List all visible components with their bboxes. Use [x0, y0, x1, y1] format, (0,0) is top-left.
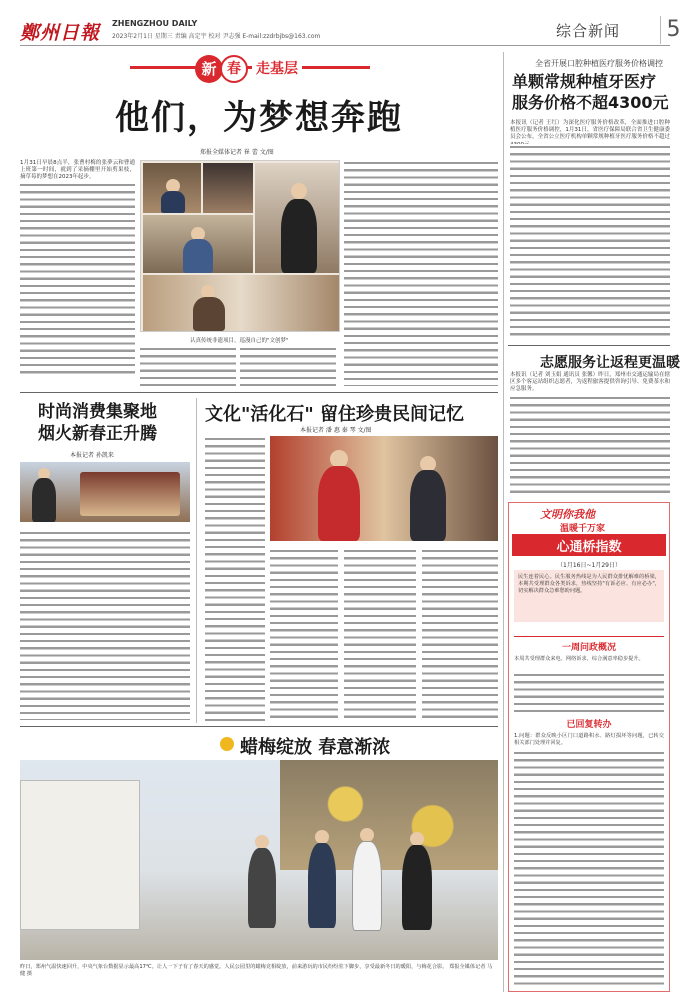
- lead-byline: 郑报全媒体记者 崔 蕾 文/图: [200, 149, 274, 156]
- banner-slogan: 走基层: [252, 58, 302, 78]
- banner: [20, 52, 498, 86]
- lead-lede: 1月31日早晨8点半，张曹村梅的张夢云和曹通上班第一时间，就到了采摘棚里开始剪果枝，摘草莓的梦想在2023年起步。: [20, 160, 135, 181]
- photo-tile-5: [143, 275, 339, 331]
- person-figure: [183, 239, 213, 273]
- section-rule: [508, 345, 670, 346]
- medical-headline-line1: 单颗常规种植牙医疗: [512, 72, 657, 91]
- person-figure: [352, 841, 382, 931]
- stone-body-col4: [422, 548, 498, 721]
- resolved-title: 已回复转办: [566, 720, 612, 730]
- brand-latin: ZHENGZHOU DAILY: [112, 19, 198, 28]
- lead-body-col1: [20, 182, 135, 377]
- person-head: [360, 828, 374, 842]
- stone-photo: [270, 436, 498, 541]
- weekly-body: [514, 672, 664, 712]
- lead-photo-collage: [140, 160, 340, 332]
- masthead: [20, 16, 681, 46]
- person-figure: [32, 478, 56, 522]
- volunteer-body: [510, 395, 670, 495]
- medical-lede: 本报讯（记者 王红）为深化医疗服务价格改革，全面推进口腔种植医疗服务价格调控，1月31日，省医疗保障局联合省卫生健康委员会公布，全省公立医疗机构单颗常规种植牙医疗服务价格不超过: [510, 120, 670, 141]
- section-rule: [20, 726, 498, 727]
- panel-title: 心通桥指数: [556, 540, 622, 555]
- person-figure: [318, 466, 360, 541]
- white-gate: [20, 780, 140, 930]
- panel-header-mid: 温暖千万家: [560, 524, 606, 534]
- medical-body: [510, 144, 670, 340]
- fashion-byline: 本报记者 孙凯来: [70, 452, 114, 459]
- banner-badge-chun: 春: [220, 55, 248, 83]
- panel-intro-text: 民生连着民心。民生服务热线是为人民群众排忧解难的桥梁，本期共受理群众各类诉求，热线坚持"有诉必应、有应必办"，切实解决群众急难愁盼问题。: [518, 574, 660, 595]
- person-figure: [410, 470, 446, 541]
- medical-kicker: 全省开展口腔种植医疗服务价格调控: [535, 59, 663, 68]
- person-figure: [281, 199, 317, 273]
- stone-body-col3: [344, 548, 416, 721]
- bottom-caption: 昨日，郑州气温快速回升，中央气象台数据显示最高17℃。让人一下子有了春天的感觉。人民公园里的蜡梅竞相绽放，前来游玩的市民纷纷驻下脚步，享受最新冬日的暖阳，与梅花合影。 郑报全媒体记者 马 健 摄: [20, 964, 493, 977]
- lead-body-col3: [240, 346, 336, 386]
- person-figure: [193, 297, 225, 331]
- person-head: [410, 832, 424, 846]
- banner-rule: [130, 66, 370, 69]
- section-rule: [20, 392, 498, 393]
- resolved-text: 1.问题：群众反映小区门口道路积水、路灯损坏等问题，已转交相关部门处理并回复。: [514, 733, 664, 747]
- newspaper-logo: 鄭州日報: [20, 22, 101, 44]
- lead-body-col4: [344, 160, 498, 386]
- resolved-body: [514, 750, 664, 988]
- fashion-headline-line1: 时尚消费集聚地: [38, 402, 157, 422]
- column-divider: [503, 52, 504, 992]
- weekly-rule: [514, 636, 664, 637]
- stone-body-col2: [270, 548, 338, 721]
- person-figure: [248, 848, 276, 928]
- person-head: [291, 183, 307, 199]
- bottom-headline: 蜡梅绽放 春意渐浓: [240, 737, 391, 758]
- stone-byline: 本报记者 潘 惠 秦 琴 文/图: [300, 427, 372, 434]
- column-divider: [196, 398, 197, 723]
- photo-tile-2: [203, 163, 253, 213]
- shop-stall: [80, 472, 180, 516]
- fashion-photo: [20, 462, 190, 522]
- banner-badge-xin: 新: [195, 55, 223, 83]
- volunteer-lede: 本报讯（记者 刘玉娟 通讯员 张馨）昨日，郑州市交通运输局在辖区多个客运站组织志愿者，为返程旅客提供咨询引导、免费茶水和应急服务。: [510, 372, 670, 393]
- person-head: [255, 835, 269, 849]
- volunteer-headline: 志愿服务让返程更温暖: [540, 355, 680, 371]
- fashion-body: [20, 530, 190, 720]
- lead-caption: 认真传统非遗项目。巡漫自己的"文创梦": [190, 338, 289, 344]
- panel-period: （1月16日~1月29日）: [557, 562, 621, 569]
- page-number: 5: [660, 16, 686, 44]
- lead-body-col2: [140, 346, 236, 386]
- weekly-text: 本周共受理群众来电、网络诉求，综合满意率稳步提升。: [514, 656, 644, 662]
- person-figure: [308, 843, 336, 928]
- stone-body-col1: [205, 436, 265, 721]
- section-title: 综合新闻: [556, 22, 621, 40]
- person-figure: [402, 845, 432, 930]
- fashion-headline-line2: 烟火新春正升腾: [38, 424, 157, 444]
- medical-headline-line2: 服务价格不超4300元: [512, 93, 669, 112]
- bottom-photo: [20, 760, 498, 960]
- person-figure: [161, 191, 185, 213]
- flower-icon: [220, 737, 234, 751]
- stone-headline: 文化"活化石" 留住珍贵民间记忆: [205, 404, 465, 425]
- person-head: [315, 830, 329, 844]
- lead-headline: 他们，为梦想奔跑: [115, 98, 403, 138]
- weekly-title: 一周问政概况: [561, 643, 616, 653]
- issue-meta: 2023年2月1日 星期三 责编 高定宇 校对 尹志强 E-mail:zzdrbjbs@163.com: [112, 33, 321, 40]
- panel-header-top: 文明你我他: [540, 508, 595, 521]
